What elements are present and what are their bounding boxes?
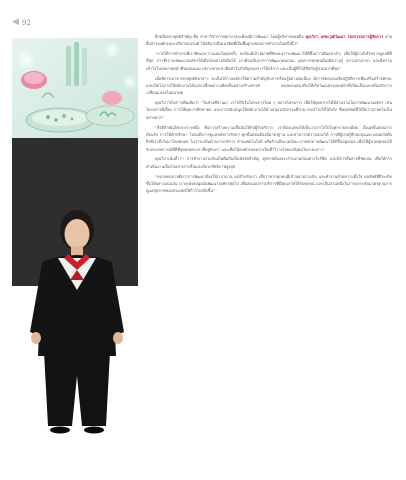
- triangle-left-icon: ◀: [12, 17, 19, 27]
- page-number: [12, 18, 31, 27]
- laboratory-illustration: [12, 38, 138, 138]
- article-paragraph: คุณวิภาได้กล่าวเพิ่มเติมว่า “ในช่วงที่ผ่านมา เราได้ริเริ่มโครงการใหม่ ๆ หลายโครงการ เพื่อให้บุคลากรได้มีส่วนร่วมในการพัฒนาองค์กร เช่น โครงการพี่เลี้ยง การให้ทุนการศึกษาต่อ และการสนับสนุนให้พนักงานได้นำเสนอนวัตกรรมที่สามารถนำไปใช้ได้จริง ซึ่งผลลัพธ์ที่ได้ถือว่าน่าพอใจเป็นอย่างมาก”: [146, 100, 392, 120]
- executive-portrait: [20, 200, 130, 436]
- article-body: [146, 33, 392, 473]
- page-number-text: 92: [21, 18, 31, 27]
- article-paragraph: เมื่อพิจารณาจากกลยุทธ์ดังกล่าว จะเห็นได้ว่าองค์กรให้ความสำคัญกับการเรียนรู้อย่างต่อเนื่อง มีการจัดอบรมเชิงปฏิบัติการเพื่อเสริมสร้างทักษะ และเปิดโอกาสให้พนักงานได้แลกเปลี่ยนความคิดเห็นอย่างสร้างสรรค์ ตลอดจนส่งเสริมให้เกิดวัฒนธรรมองค์กรที่เข้มแข็งและพร้อมรับการเปลี่ยนแปลงในอนาคต: [146, 75, 392, 96]
- intro-text: อีกหนึ่งกลวยุทธ์สำคัญ คือ สาขาวิชาการพยาบาลจะต้องมีการพัฒนา โดยผู้บริหารคนหนึ่ง: [155, 34, 304, 39]
- executive-name: คุณวิภา เตชะวุฒิวัฒนา รองกรรมการผู้จัดการ: [305, 34, 384, 39]
- article-paragraph: “หลายคนอาจคิดว่าการพัฒนาต้องใช้เวลานาน แต่สำหรับเรา เชื่อว่าหากทุกคนมีเป้าหมายร่วมกัน และทำงานด้วยความตั้งใจ ผลลัพธ์ที่ดีจะเกิดขึ้นได้อย่างแน่นอน เราจะยังคงมุ่งมั่นพัฒนาองค์กรต่อไป เพื่อส่งมอบการบริการที่มีคุณภาพให้กับทุกคน และเป็นส่วนหนึ่งในการยกระดับมาตรฐานการดูแลสุขภาพของประเทศให้ก้าวไกลยิ่งขึ้น”: [146, 173, 392, 194]
- article-intro: [146, 33, 392, 48]
- article-paragraph: คุณวิภาเน้นย้ำว่า การทำงานร่วมกันเป็นทีมถือเป็นปัจจัยสำคัญ ทุกฝ่ายต้องประสานงานกันอย่างใกล้ชิด และมีการสื่อสารที่ชัดเจน เพื่อให้การดำเนินงานเป็นไปอย่างราบรื่นและมีประสิทธิภาพสูงสุด: [146, 156, 392, 169]
- article-paragraph: “ภายใต้การทำงานที่เราคิดและวางแผนในทุกครั้ง จะต้องมีเป้าหมายที่ชัดเจนว่าจะพัฒนาให้ดีขึ้นกว่าเดิมอย่างไร เพื่อให้ผู้ป่วยได้รับการดูแลที่ดีที่สุด การที่เราจะพัฒนาองค์กรให้เติบโตอย่างยั่งยืนได้ เราต้องเริ่มจากการพัฒนาคนก่อน บุคลากรทุกคนต้องมีความรู้ ความสามารถ และมีความเข้าใจในบทบาทหน้าที่ของตนเอง เพราะพวกเขาคือหัวใจสำคัญของการให้บริการ และเป็นผู้ที่ใกล้ชิดกับผู้ป่วยมากที่สุด”: [146, 51, 392, 71]
- lab-photo: [12, 38, 138, 138]
- intro-tail: ฝ่ายสื่อสารองค์กรและบริหารแบรนด์ ได้อธิบายถึงแนวคิดที่เป็นพื้นฐานของการทำงานในครั้งนี้ว่า: [146, 34, 392, 47]
- article-paragraph: “สิ่งที่สำคัญอีกประการหนึ่ง คือการสร้างความเชื่อมั่นให้กับผู้รับบริการ เราต้องแสดงให้เห็นว่าเราใส่ใจในทุกรายละเอียด ตั้งแต่ขั้นตอนการต้อนรับ การให้คำปรึกษา ไปจนถึงการดูแลหลังการรักษา ทุกขั้นตอนต้องมีมาตรฐาน และสามารถตรวจสอบได้ การที่ผู้ป่วยรู้สึกอบอุ่นและปลอดภัยคือสิ่งที่เราตั้งใจมาโดยตลอด ไม่ว่าจะเป็นด้านการบริการ ด้านเทคโนโลยี หรือด้านสิ่งแวดล้อม เราพยายามพัฒนาให้ดีขึ้นอยู่เสมอ เพื่อให้ผู้ป่วยทุกคนได้รับประสบการณ์ที่ดีที่สุดตลอดเวลาที่อยู่กับเรา และเพื่อให้องค์กรของเราเป็นที่ไว้วางใจของสังคมในระยะยาว”: [146, 124, 392, 152]
